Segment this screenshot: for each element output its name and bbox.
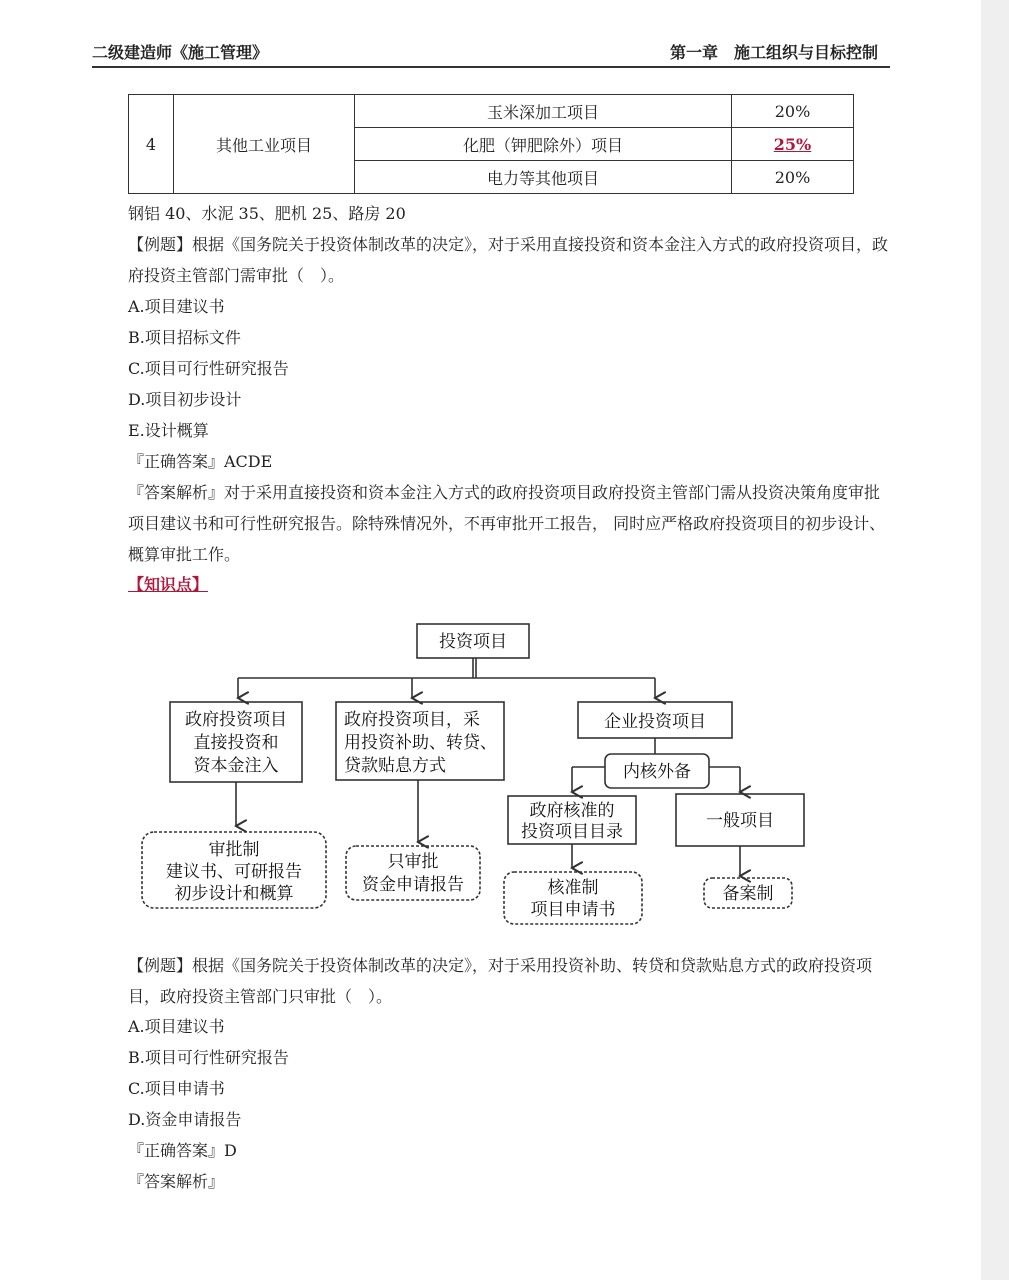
enterprise-label: 企业投资项目: [604, 712, 706, 732]
verify-line: 项目申请书: [530, 900, 616, 920]
question-1-option-d: D.项目初步设计: [128, 390, 242, 409]
question-2-option-a: A.项目建议书: [128, 1017, 225, 1036]
investment-flowchart: [130, 610, 830, 930]
item-cell: 电力等其他项目: [355, 161, 732, 194]
approval-line: 初步设计和概算: [174, 884, 294, 904]
inner-label: 内核外备: [623, 762, 691, 782]
question-2-answer: 『正确答案』D: [128, 1141, 237, 1160]
question-1-option-a: A.项目建议书: [128, 297, 225, 316]
mnemonic-note: 钢铝 40、水泥 35、肥机 25、路房 20: [128, 204, 406, 223]
question-1-analysis: 『答案解析』对于采用直接投资和资本金注入方式的政府投资项目政府投资主管部门需从投资决策角度审批项目建议书和可行性研究报告。除特殊情况外，不再审批开工报告， 同时应严格政府投资项目的初步设计、概算审批工作。: [128, 483, 886, 564]
page-edge: [981, 0, 1009, 1280]
gov-subsidy-line: 政府投资项目，采: [344, 710, 480, 730]
question-2-stem: 【例题】根据《国务院关于投资体制改革的决定》，对于采用投资补助、转贷和贷款贴息方式的政府投资项目，政府投资主管部门只审批（ ）。: [128, 956, 873, 1006]
rate-cell: 20%: [732, 161, 854, 194]
category-cell: 其他工业项目: [174, 95, 355, 194]
rate-cell: 20%: [732, 95, 854, 128]
row-number: 4: [129, 95, 174, 194]
gov-subsidy-line: 贷款贴息方式: [344, 756, 446, 776]
chapter-title: 第一章 施工组织与目标控制: [669, 43, 878, 62]
rate-cell: [732, 128, 854, 161]
verify-line: 核准制: [547, 878, 599, 898]
question-2-analysis: 『答案解析』: [128, 1172, 225, 1191]
item-cell: 玉米深加工项目: [355, 95, 732, 128]
book-title: 二级建造师《施工管理》: [92, 43, 269, 62]
approval-line: 审批制: [208, 840, 260, 860]
only-approve-line: 资金申请报告: [362, 875, 464, 895]
item-cell: 化肥（钾肥除外）项目: [355, 128, 732, 161]
table-row: [129, 95, 854, 128]
question-2-option-b: B.项目可行性研究报告: [128, 1048, 289, 1067]
root-label: 投资项目: [439, 632, 507, 652]
only-approve-line: 只审批: [387, 852, 439, 872]
question-1-stem: 【例题】根据《国务院关于投资体制改革的决定》，对于采用直接投资和资本金注入方式的政府投资项目，政府投资主管部门需审批（ ）。: [128, 235, 889, 285]
question-2-option-c: C.项目申请书: [128, 1079, 225, 1098]
general-label: 一般项目: [706, 811, 774, 831]
question-1-option-b: B.项目招标文件: [128, 328, 241, 347]
knowledge-point-label: 【知识点】: [128, 575, 209, 594]
record-label: 备案制: [722, 884, 774, 904]
approved-list-line: 政府核准的: [529, 801, 615, 821]
question-1-answer: 『正确答案』ACDE: [128, 452, 273, 471]
gov-direct-line: 直接投资和: [193, 733, 279, 753]
gov-subsidy-line: 用投资补助、转贷、: [344, 733, 497, 753]
question-2-option-d: D.资金申请报告: [128, 1110, 242, 1129]
page-header: [92, 40, 890, 68]
question-1-option-e: E.设计概算: [128, 421, 209, 440]
approved-list-line: 投资项目目录: [521, 822, 623, 842]
gov-direct-line: 政府投资项目: [185, 710, 287, 730]
highlighted-rate: 25%: [773, 134, 812, 154]
rate-table: [128, 94, 854, 194]
approval-line: 建议书、可研报告: [166, 862, 302, 882]
gov-direct-line: 资本金注入: [193, 756, 279, 776]
question-1-option-c: C.项目可行性研究报告: [128, 359, 289, 378]
